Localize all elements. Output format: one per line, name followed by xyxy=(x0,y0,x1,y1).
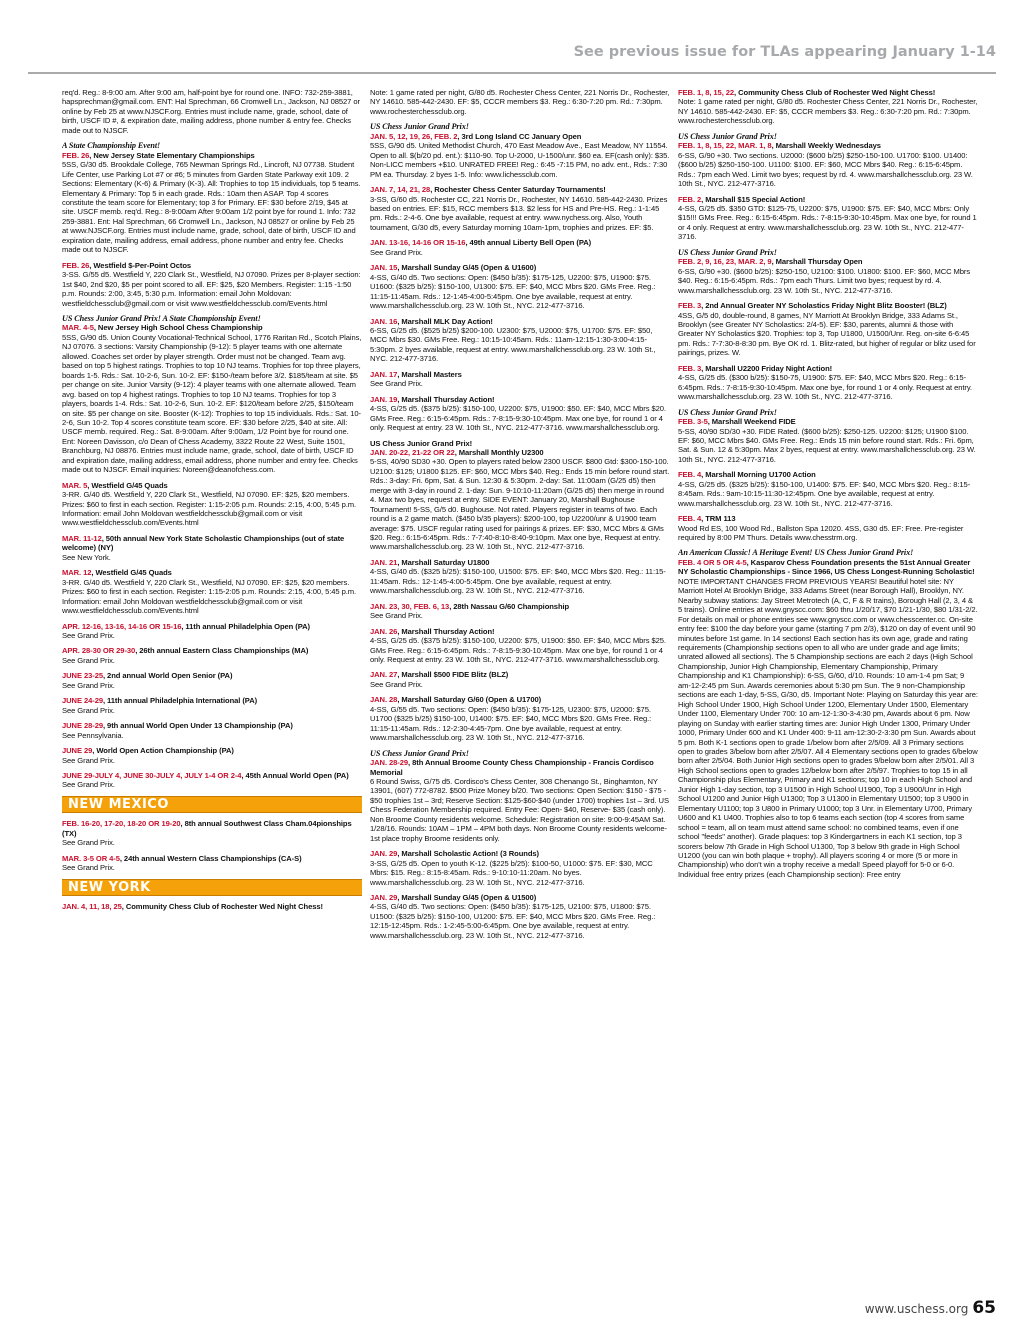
listing-date: JAN. 28-29 xyxy=(370,758,409,768)
listing-date: JAN. 20-22, 21-22 OR 22 xyxy=(370,447,455,457)
listing-heading xyxy=(370,558,670,567)
listing-date: JAN. 27 xyxy=(370,670,398,680)
listing-title: , Westfield G/45 Quads xyxy=(91,568,172,578)
listing-heading xyxy=(678,195,978,204)
listing-body: 3-SS, G/60 d5. Rochester CC, 221 Norris Dr., Rochester, NY 14610. 585-442-2430. Prizes based on entries. EF: $15, RCC members $13. $2 less for HS and Pre-HS. Reg.: 1-1:45 pm. Rds.: 2-4-6. One bye available, request at entry. www.nychess.org. Also, Youth tournament, G/30 d5, every Saturday morning 10am-1pm, trophies and prizes. EF: $5. xyxy=(370,194,668,232)
listing-title: , 3rd Long Island CC January Open xyxy=(457,131,582,141)
tournament-listing xyxy=(62,746,362,765)
listing-date: JAN. 15 xyxy=(370,263,398,273)
listing-date: FEB. 3 xyxy=(678,301,702,311)
listing-heading xyxy=(678,88,978,97)
listing-title: , 8th Annual Broome County Chess Championship - Francis Cordisco Memorial xyxy=(370,758,654,777)
listing-title: , Westfield G/45 Quads xyxy=(87,480,168,490)
listing-date: JAN. 17 xyxy=(370,369,398,379)
listing-date: JAN. 7, 14, 21, 28 xyxy=(370,185,431,195)
listing-body: 4-SS, G/25 d5. ($375 b/25): $150-100, U2200: $75, U1900: $50. EF: $40, MCC Mbrs $20. GMs Free. Reg.: 6:15-6:45pm. Rds.: 7-8:15-9:30-10:45pm. Max one bye, for round 1 or 4 only. Request at entry. 23 W. 10th St., NYC. 212-477-3716. www.marshallchessclub.org. xyxy=(370,404,666,433)
listing-body: See Grand Prix. xyxy=(62,780,115,790)
listing-title: , Marshall MLK Day Action! xyxy=(397,316,493,326)
listing-title: , Marshall U2200 Friday Night Action! xyxy=(701,363,833,373)
listing-date: JUNE 29-JULY 4, JUNE 30-JULY 4, JULY 1-4 OR 2-4 xyxy=(62,771,242,780)
listing-date: MAR. 12 xyxy=(62,568,92,578)
listing-heading xyxy=(62,622,362,631)
column-2 xyxy=(370,88,670,1280)
tournament-listing xyxy=(62,534,362,562)
listing-body: See Grand Prix. xyxy=(370,679,423,689)
listing-date: JAN. 26 xyxy=(370,626,398,636)
tournament-listing xyxy=(370,558,670,596)
listing-date: JAN. 28 xyxy=(370,695,398,705)
running-header: See previous issue for TLAs appearing January 1-14 xyxy=(573,44,996,60)
listing-title: , New Jersey State Elementary Championships xyxy=(89,150,255,160)
listing-heading xyxy=(678,364,978,373)
listing-body: See Pennsylvania. xyxy=(62,730,124,740)
listing-body: See Grand Prix. xyxy=(62,838,115,848)
listing-title: , Marshall Weekend FIDE xyxy=(707,417,796,427)
listing-heading xyxy=(62,534,362,553)
listing-body: NOTE IMPORTANT CHANGES FROM PREVIOUS YEARS! Beautiful hotel site: NY Marriott Hotel At Brooklyn Bridge, 333 Adams Street (near Borough Hall), Brooklyn, NY. Nearby subway stations: Jay Street Metrotech (A, C, F & R trains), Borough Hall (2, 3, 4 & 5 trains). Online entries at www.gnyscc.com: $60 thru 1/20/17, $70 1/21-1/30, $80 1/31-2/2. For details on mail or phone entries see www.gnyscc.com or www.chesscenter.cc. On-site entry fee: $100 the day before your game (starting 7 pm 2/3), $120 on day of event until 90 minutes before 1st game. In 14 sections! Each section has its own age, grade and rating requirements (Championship sections open to all who are under grade and age limits; unrated allowed all sections). The 5 Championship sections are each 2 days (High School Championship, Junior High Championship, Elementary Championship, Primary Championship and K1 Championship): 6-SS, G/60, d/10. Rounds: 10 am-1-4 pm Sat; 9 am-12-2:45 pm Sun. Awards ceremonies about 5:30 pm Sun. The 9 non-Championship sections are each 1-day, 5-SS, G/30, d5. Important Note: Playing on Saturday this year are: High School Under 1900, High School Under 1200, Elementary Under 1500, Elementary Under 1100, Elementary Under 700: 10 am-12-1:30-3-4:30 pm, Awards about 6 pm. Now playing on Sunday with earlier starting times are: Junior High Under 1300, Primary Under 1000, Primary Under 600 and K1 Under 400: 9-11 am-12:30-2-3:30 pm Sun. Awards about 5 pm. Both K-1 sections open to grade 1/below born after 2/5/09. All 3 Primary sections open to grades 3/below born after 2/5/07. All 4 Elementary sections open to grades 6/below born after 2/5/04. Both Junior High sections open to grades 9/below born after 2/5/01. All 3 High School sections open to grades 12/below born after 2/5/97. Trophies to top 15 in all Championship plus Elementary, Primary and K1 sections; top 10 in each High School and Junior High 1-day section, top 3 U1500 in High School U1900, Top 3 U900/Unr in High School U1200 and Junior High U1300; Top 3 U1300 in Elementary U1500; top 3 U900 in Elementary U1100; top 3 U800 in Primary U1000; top 3 Unr. in Elementary U700, Primary U600 and K1 U400. Trophies also to top 6 teams each section (top 4 scores from same school = team, all on team must attend same school: no combined teams, even if one school "feeds" another). Grade plaques: top 3 Kindergartners in each K1 section, top 3 scorers below 7th Grade in High School U1300, Top 3 below 9th grade in High School U1200 (you can win both plaque + trophy). All players scoring 4 or more (5 or more in Championship) who don't win a trophy receive a medal! Speed playoff for 5-0 or 6-0. Individual free entry prizes (each Championship section): Free entry xyxy=(678,576,978,879)
listing-date: JAN. 29 xyxy=(370,849,398,859)
tournament-listing xyxy=(62,646,362,665)
tournament-listing xyxy=(370,749,670,844)
listing-title: , Marshall Sunday G/45 (Open & U1500) xyxy=(397,892,537,902)
event-tag: US Chess Junior Grand Prix! xyxy=(678,247,777,257)
tournament-listing xyxy=(678,195,978,242)
listing-date: JAN. 29 xyxy=(370,892,398,902)
listing-title: , 26th annual Eastern Class Championships (MA) xyxy=(135,646,309,656)
listing-body: req'd. Reg.: 8-9:00 am. After 9:00 am, half-point bye for round one. INFO: 732-259-3881, hapsprechman@gmail.com. ENT: Hal Sprechman, 66 Cromwell Ln., Jackson, NJ 08527 or online by Feb 25 at www.NJSCF.org. Entries must include name, grade, school, date of birth, USCF ID #, & expiration date, mailing address, phone number & entry fee. Checks made out to NJSCF. xyxy=(62,88,360,135)
listing-heading xyxy=(678,417,978,426)
tournament-listing xyxy=(678,301,978,358)
listing-heading xyxy=(370,185,670,194)
listing-heading xyxy=(62,261,362,270)
tournament-listing xyxy=(370,395,670,433)
listing-body: 4-SS, G/25 d5. $350 GTD: $125-75, U2200: $75, U1900: $75. EF: $40, MCC Mbrs: Only $15!!! GMs Free. Reg.: 6:15-6:45pm. Rds.: 7-8:15-9:30-10:45pm. Max one bye, for round 1 or 4 only. Request at entry. www.marshallchessclub.org. 23 W. 10th St., NYC. 212-477-3716. xyxy=(678,203,977,242)
listing-heading xyxy=(62,854,362,863)
listing-date: JUNE 29 xyxy=(62,746,93,756)
column-3 xyxy=(678,88,978,1280)
listing-body: 5-SS, 40/90 SD30 +30. Open to players rated below 2300 USCF. $800 Gtd: $300-150-100. U2100: $125; U1800 $125. EF: $60, MCC Mbrs $40. Reg.: Ends 15 min before round start. Rds.: 3-day: Fri. 6pm, Sat. & Sun. 12:30 & 5:30pm. 2-day: Sat. 11:00am (G/25 d5) then merge with 3-day in round 2. 1-day: Sun. 9-10:10-11:20am (G/25 d5) then merge in round 4. Max two byes, request at entry. SIDE EVENT: January 20, Marshall Bughouse Tournament! 5-SS, G/5 d0. Bughouse. Not rated. Players register in teams of two. Each round is a 2 game match. ($450 b/35 players): $200-100, top U2200/unr & U1900 team average: $75. USCF regular rating used for pairings & prizes. EF: $30, MCC Mbrs & GMs $20. Reg.: 6:15-6:45pm. Rds.: 7-7:40-8:10-8:40-9:10pm. Max one bye, Request at entry. www.marshallchessclub.org. 23 W. 10th St., NYC. 212-477-3716. xyxy=(370,457,670,552)
listing-title: , New Jersey High School Chess Championship xyxy=(93,323,263,333)
listing-title: , 50th annual New York State Scholastic Championships (out of state welcome) (NY) xyxy=(62,533,345,553)
listing-body: 6-SS, G/90 +30. ($600 b/25): $250-150, U2100: $100. U1800: $100. EF: $60, MCC Mbrs $40. Reg.: 6:15-6:45pm. Rds.: 7pm each Thurs. Limit two byes; request by rd. 4. www.marshallchessclub.org. 23 W. 10th St., NYC. 212-477-3716. xyxy=(678,266,971,295)
event-tag: US Chess Junior Grand Prix! xyxy=(370,748,469,758)
listing-date: FEB. 3 xyxy=(678,363,702,373)
tournament-listing xyxy=(62,854,362,873)
listing-heading xyxy=(370,263,670,272)
listing-date: JAN. 19 xyxy=(370,394,398,404)
listing-body: 4-SS, G/25 d5. ($300 b/25): $150-75, U1900: $75. EF: $40, MCC Mbrs $20. Reg.: 6:15-6:45pm. Rds.: 7-8:15-9:30-10:45pm. Max one bye, for round 1 or 4 only. Request at entry. www.marshallchessclub.org. 23 W. 10th St., NYC. 212-477-3716. xyxy=(678,373,973,402)
listing-date: FEB. 1, 8, 15, 22 xyxy=(678,88,735,97)
listing-date: APR. 28-30 OR 29-30 xyxy=(62,646,136,656)
tournament-listing xyxy=(678,132,978,189)
state-heading: NEW YORK xyxy=(62,879,362,896)
listing-heading xyxy=(370,627,670,636)
listing-heading xyxy=(62,902,362,911)
listing-title: , Marshall Monthly U2300 xyxy=(454,447,544,457)
listing-title: , Marshall Masters xyxy=(397,369,462,379)
listing-body: 4-SS, G/40 d5. Two sections: Open: ($450 b/35): $175-125, U2100: $75, U1800: $75. U1500: ($325 b/25): $150-100, U1200: $75. EF: $40, MCC Mbrs $20. GMs Free. Reg.: 12:15-12:45pm. Rds.: 1-2:45-5:00-6:45pm. One bye available, request at entry. www.marshallchessclub.org. 23 W. 10th St., NYC. 212-477-3716. xyxy=(370,902,656,940)
listing-title: , Marshall Sunday G/45 (Open & U1600) xyxy=(397,263,537,273)
listing-body: 6-SS, G/90 +30. Two sections. U2000: ($600 b/25) $250-150-100. U1700: $100. U1400: ($600 b/25) $250-150-100. U1100: $100. EF: $60, MCC Mbrs $40. Reg.: 6:15-6:45pm. Rds.: 7pm each Wed. Limit two byes; request by rd. 4. www.marshallchessclub.org. 23 W. 10th St., NYC. 212-477-3716. xyxy=(678,150,973,189)
tournament-listing xyxy=(678,548,978,879)
footer-url: www.uschess.org xyxy=(864,1302,969,1316)
listing-date: FEB. 2, 9, 16, 23, MAR. 2, 9 xyxy=(678,257,772,267)
listing-date: JUNE 28-29 xyxy=(62,721,103,731)
listing-body: 4-SS, G/25 d5. ($325 b/25): $150-100, U1400: $75. EF: $40, MCC Mbrs $20. Reg.: 8:15-8:45am. Rds.: 9am-10:15-11:30-12:45pm. One bye available, request at entry. www.marshallchessclub.org. 23 W. 10th St., NYC. 212-477-3716. xyxy=(678,479,971,508)
tournament-listing xyxy=(678,408,978,465)
listing-heading xyxy=(370,448,670,457)
listing-heading xyxy=(370,317,670,326)
listing-heading xyxy=(678,470,978,479)
page-footer xyxy=(865,1298,996,1318)
event-tag: US Chess Junior Grand Prix! xyxy=(678,407,777,417)
listing-date: JUNE 24-29 xyxy=(62,696,103,706)
listing-body: See Grand Prix. xyxy=(62,863,115,873)
listing-body: 3-RR. G/40 d5. Westfield Y, 220 Clark St., Westfield, NJ 07090. EF: $25, $20 members. Prizes: $60 to first in each section. Register: 1:15-2:05 p.m. Rounds: 2:15, 4:00, 5:45 p.m. Information: email John Moldovan westfieldchessclub@gmail.com or visit www.westfieldchessclub.com/Events.html xyxy=(62,577,357,616)
listing-date: FEB. 1, 8, 15, 22, MAR. 1, 8 xyxy=(678,141,772,151)
tournament-listing xyxy=(62,261,362,308)
listing-date: FEB. 4 xyxy=(678,470,702,480)
listing-title: , 45th Annual World Open (PA) xyxy=(241,771,349,780)
listing-date: JAN. 13-16, 14-16 OR 15-16 xyxy=(370,238,466,248)
listing-title: , 9th annual World Open Under 13 Championship (PA) xyxy=(103,721,293,731)
listing-heading xyxy=(370,238,670,247)
tournament-listing xyxy=(678,514,978,542)
listing-body: See Grand Prix. xyxy=(62,655,115,665)
listing-heading xyxy=(678,257,978,266)
listing-date: APR. 12-16, 13-16, 14-16 OR 15-16 xyxy=(62,621,182,631)
listing-title: , Marshall Thursday Action! xyxy=(397,394,495,404)
listing-body: Note: 1 game rated per night, G/80 d5. Rochester Chess Center, 221 Norris Dr., Rochester, NY 14610. 585-442-2430. EF: $5, CCCR members $3. Reg.: 6:30-7:20 pm. Rd.: 7:30pm. www.rochesterchessclub.org. xyxy=(370,88,670,116)
listing-body: Note: 1 game rated per night, G/80 d5. Rochester Chess Center, 221 Norris Dr., Rochester, NY 14610. 585-442-2430. EF: $5, CCCR members $3. Reg.: 6:30-7:20 pm. Rd.: 7:30pm. www.rochesterchessclub.org. xyxy=(678,97,978,126)
listing-heading xyxy=(62,721,362,730)
listing-heading xyxy=(678,301,978,310)
listing-title: , Community Chess Club of Rochester Wed Night Chess! xyxy=(121,902,323,912)
listing-heading xyxy=(62,646,362,655)
listing-heading xyxy=(370,602,670,611)
listing-body: See Grand Prix. xyxy=(62,631,115,641)
listing-date: FEB. 16-20, 17-20, 18-20 OR 19-20 xyxy=(62,819,181,829)
listing-date: MAR. 11-12 xyxy=(62,533,102,543)
listing-title: , Kasparov Chess Foundation presents the 51st Annual Greater NY Scholastic Championships - Since 1966, US Chess Longest-Running Scholastic! xyxy=(678,557,975,577)
tournament-listing xyxy=(62,819,362,847)
listing-date: FEB. 4 OR 5 OR 4-5 xyxy=(678,557,747,567)
listing-title: , World Open Action Championship (PA) xyxy=(92,746,234,756)
listing-body: See New York. xyxy=(62,552,111,562)
listing-body: 3-RR. G/40 d5. Westfield Y, 220 Clark St., Westfield, NJ 07090. EF: $25, $20 members. Prizes: $60 to first in each section. Register: 1:15-2:05 p.m. Rounds: 2:15, 4:00, 5:45 p.m. Information: email John Moldovan westfieldchessclub@gmail.com or visit www.westfieldchessclub.com/Events.html xyxy=(62,490,357,528)
listing-title: , 11th annual Philadelphia International (PA) xyxy=(103,696,258,706)
listing-heading xyxy=(62,151,362,160)
header-rule xyxy=(28,72,996,74)
tournament-listing xyxy=(678,364,978,402)
listing-heading xyxy=(62,771,362,780)
listing-heading xyxy=(678,141,978,150)
listing-title: , Marshall Thursday Action! xyxy=(397,626,495,636)
listing-date: JAN. 5, 12, 19, 26, FEB. 2 xyxy=(370,131,458,141)
tournament-listing xyxy=(370,238,670,257)
listing-heading xyxy=(370,849,670,858)
tournament-listing xyxy=(370,185,670,232)
listing-date: JAN. 21 xyxy=(370,557,398,567)
state-heading: NEW MEXICO xyxy=(62,796,362,813)
listing-title: , Marshall Thursday Open xyxy=(771,257,863,267)
listing-body: 4-SS, G/40 d5. Two sections: Open: ($450 b/35): $175-125, U2200: $75, U1900: $75. U1600: ($325 b/25): $150-100, U1300: $75. EF: $40, MCC Mbrs $20. GMs Free. Reg.: 11:15-11:45am. Rds.: 12-1:45-4:00-5:45pm. One bye available, request at entry. www.marshallchessclub.org. 23 W. 10th St., NYC. 212-477-3716. xyxy=(370,272,656,311)
listing-date: MAR. 3-5 OR 4-5 xyxy=(62,853,120,863)
listing-body: 5SS, G/90 d5. United Methodist Church, 470 East Meadow Ave., East Meadow, NY 11554. Open to all. $(b/20 pd. ent.): $110-90. Top U-2000, U-1500/unr. $60 ea. EF(cash only): $35. Non-LICC members +$10. UNRATED FREE! Reg.: 6:45 -7:15 PM, no adv. ent., Rds.: 7:30 PM ea. Thursday. 2 byes 1-5. Info: www.lichessclub.com. xyxy=(370,141,670,179)
listing-date: FEB. 26 xyxy=(62,150,90,160)
listing-date: JAN. 16 xyxy=(370,316,398,326)
event-subtag: US Chess Junior Grand Prix! xyxy=(370,438,473,448)
listing-body: See Grand Prix. xyxy=(370,611,423,621)
listing-date: JAN. 23, 30, FEB. 6, 13 xyxy=(370,601,450,611)
listing-heading xyxy=(62,671,362,680)
column-1 xyxy=(62,88,362,1280)
listing-body: See Grand Prix. xyxy=(62,705,115,715)
tournament-listing xyxy=(62,721,362,740)
tournament-listing xyxy=(678,248,978,295)
tournament-listing xyxy=(62,696,362,715)
tournament-listing xyxy=(678,470,978,508)
tournament-listing xyxy=(62,622,362,641)
listing-heading xyxy=(62,819,362,838)
listing-date: MAR. 4-5 xyxy=(62,323,94,333)
listing-heading xyxy=(370,893,670,902)
listing-body: Wood Rd ES, 100 Wood Rd., Ballston Spa 12020. 4SS, G30 d5. EF: Free. Pre-register required by 8:00 PM Thurs. Details www.chesstrm.org. xyxy=(678,523,964,543)
listing-title: , TRM 113 xyxy=(701,514,736,524)
listing-title: , Marshall Scholastic Action! (3 Rounds) xyxy=(397,849,539,859)
listing-date: MAR. 5 xyxy=(62,480,88,490)
listing-body: 5SS, G/30 d5. Brookdale College, 765 Newman Springs Rd., Lincroft, NJ 07738. Student Life Center, use Parking Lot #7 or #6; 5 minutes from Garden State Parkway exit 109. 2 Sections: Elementary (K-6) & Primary (K-3). All: Trophies to top 15 individuals, top 5 teams. Elementary & Primary: Top 5 in each grade. Rds.: 10am then ASAP. Top 4 scores constitute the team score for Elementary; top 3 for Primary. EF: $30 before 2/19, $45 at site. USCF memb. req'd. Reg.: 8-9:00am After 9:00am 1/2 point bye for round 1. Info: 732 259-3881. Ent: Hal Sprechman, 66 Cromwell Ln., Jackson, NJ 08527 or online by Feb 25 at www.NJSCF.org. Entries must include name, grade, school, date of birth, USCF ID and expiration date, mailing address, email address, phone number and entry fee. Checks made out to NJSCF. xyxy=(62,160,361,255)
tournament-listing xyxy=(370,88,670,116)
listing-body: See Grand Prix. xyxy=(62,680,115,690)
tournament-listing xyxy=(678,88,978,126)
listing-body: 5SS, G/90 d5. Union County Vocational-Technical School, 1776 Raritan Rd., Scotch Plains, NJ 07076. 3 sections: Varsity Championship (9-12): 5 player teams with one alternate allowed. Coaches set order by player strength. Order must not be changed. Team avg. based on top 5 highest ratings. Trophies to top 10 NJ teams. Trophies for top three players, boards 1-5. Rds.: Sat. 10-2-6, Sun. 10-2. EF: $150-/team before 3/2. $185/team at site. $5 per change on site. Junior Varsity (9-12): 4 player teams with one alternate allowed. Team avg. based on top 4 highest ratings. Trophies to top 10 NJ teams. Trophies for top 3 players, boards 1-4. Rds.: Sat. 10-2-6, Sun. 10-2. EF: $120/team before 2/25, $150/team on site. $5 per change on site. Booster (K-12): Trophies to top 15 individuals. Rds.: Sat. 10-2-6, Sun 10-2. Top 4 scores constitute team score. EF: $30 before 2/25, $40 at site. All: USCF memb. required. Reg.: Sat. 8-9:00am. After 9:00am, 1/2 Point bye for round one. Ent: Noreen Davisson, c/o Dean of Chess Academy, 3322 Route 22 West, Suite 1501, Branchburg, NJ 08876. Entries must include name, grade, school, date of birth, USCF ID and expiration date, mailing address, email address, phone number and entry fee. Checks made out to NJSCF. Email inquiries: Noreen@deanofchess.com. xyxy=(62,332,362,475)
listing-date: JUNE 23-25 xyxy=(62,671,103,681)
tournament-listing xyxy=(370,670,670,689)
listing-heading xyxy=(678,558,978,577)
listing-title: , 28th Nassau G/60 Championship xyxy=(449,601,570,611)
tournament-listing xyxy=(62,902,362,911)
listing-title: , 8th annual Southwest Class Cham.04pionships (TX) xyxy=(62,819,352,838)
tournament-listing xyxy=(370,893,670,940)
listing-heading xyxy=(678,514,978,523)
listing-title: , Marshall Weekly Wednesdays xyxy=(771,141,881,151)
listing-title: , 2nd Annual Greater NY Scholastics Friday Night Blitz Booster! (BLZ) xyxy=(701,301,947,311)
listing-title: , Rochester Chess Center Saturday Tournaments! xyxy=(430,185,606,195)
tournament-listing xyxy=(62,671,362,690)
listing-heading xyxy=(370,670,670,679)
listing-title: , Marshall Saturday U1800 xyxy=(397,557,490,567)
event-tag: An American Classic! A Heritage Event! US Chess Junior Grand Prix! xyxy=(678,548,914,558)
listing-heading xyxy=(370,370,670,379)
listing-title: , 24th annual Western Class Championships (CA-S) xyxy=(119,853,302,863)
listing-body: 4-SS, G/40 d5. ($325 b/25): $150-100, U1500: $75. EF: $40, MCC Mbrs $20. Reg.: 11:15-11:45am. Rds.: 12-1:45-4:00-5:45pm. One bye available, request at entry. www.marshallchessclub.org. 23 W. 10th St., NYC. 212-477-3716. xyxy=(370,567,666,596)
listing-title: , 49th annual Liberty Bell Open (PA) xyxy=(465,238,592,248)
page-number: 65 xyxy=(972,1298,996,1318)
tournament-listing xyxy=(370,370,670,389)
listing-title: , Community Chess Club of Rochester Wed Night Chess! xyxy=(734,88,936,97)
event-tag: US Chess Junior Grand Prix! A State Championship Event! xyxy=(62,313,261,323)
listing-body: 4-SS, G/55 d5. Two sections: Open: ($450 b/35): $175-125, U2300: $75, U2000: $75. U1700 ($325 b/25) $150-100, U1400: $75. EF: $40, MCC Mbrs $20. GMs Free. Reg.: 11:15-11:45am. Rds.: 12-2:30-4:45-7pm. One bye available, request at entry. www.marshallchessclub.org. 23 W. 10th St., NYC. 212-477-3716. xyxy=(370,704,652,743)
listing-title: , 11th annual Philadelphia Open (PA) xyxy=(181,621,310,631)
listing-heading xyxy=(62,696,362,705)
listing-date: FEB. 26 xyxy=(62,260,90,270)
event-tag: US Chess Junior Grand Prix! xyxy=(678,131,777,141)
listing-heading xyxy=(62,568,362,577)
listing-heading xyxy=(62,323,362,332)
tournament-listing xyxy=(370,122,670,179)
tournament-listing xyxy=(370,602,670,621)
listing-body: 6 Round Swiss, G/75 d5. Cordisco's Chess Center, 308 Chenango St., Binghamton, NY 13901, (607) 772-8782. $500 Prize Money b/20. Two sections: Open Section: $150 - $75 - $50 trophies 1st – 3rd; Reserve Section: $125-$60-$40 (under 1700) trophies 1st – 3rd. US Chess Federation Membership required. Entry Fee: Open- $40, Reserve- $35 (cash only). Non Broome County residents welcome. Schedule: Registration on site: 9:00-9:45AM Sat. 1/28/16. Rounds: 10AM – 1PM – 4PM both days. Non Broome County residents welcome- 1st place trophy Broome residents only. xyxy=(370,777,669,843)
tournament-listing xyxy=(62,88,362,135)
listing-heading xyxy=(370,132,670,141)
event-tag: A State Championship Event! xyxy=(62,141,161,151)
tournament-listing xyxy=(370,695,670,742)
listing-date: FEB. 2 xyxy=(678,194,702,204)
listing-body: See Grand Prix. xyxy=(62,755,115,765)
listing-body: 4-SS, G/25 d5. ($375 b/25): $150-100, U2200: $75, U1900: $50. EF: $40, MCC Mbrs $25. GMs Free. Reg.: 6:15-6:45pm. Rds.: 7-8:15-9:30-10:45pm. Max one bye, for round 1 or 4 only. Request at entry. 23 W. 10th St., NYC. 212-477-3716. www.marshallchessclub.org. xyxy=(370,636,666,665)
listing-title: , 2nd annual World Open Senior (PA) xyxy=(103,671,233,681)
tournament-listing xyxy=(370,317,670,364)
listing-title: , Marshall $500 FIDE Blitz (BLZ) xyxy=(397,670,509,680)
tournament-listing xyxy=(62,481,362,528)
listing-body: 6-SS, G/25 d5. ($525 b/25) $200-100. U2300: $75, U2000: $75, U1700: $75. EF: $50, MCC Mbrs $30. GMs Free. Reg.: 10:15-10:45am. Rds.: 11am-12:15-1:30-3:00-4:15-5:30pm. 2 byes available, request at entry. www.marshallchessclub.org. 23 W. 10th St., NYC. 212-477-3716. xyxy=(370,325,656,364)
listing-heading xyxy=(62,481,362,490)
tournament-listing xyxy=(62,314,362,475)
listing-body: 5-SS, 40/90 SD/30 +30. FIDE Rated. ($600 b/25): $250-125. U2200: $125; U1900 $100. EF: $60, MCC Mbrs $40. GMs Free. Reg.: Ends 15 min before round start. Rds.: Fri. 6pm, Sat. & Sun. 12 & 5:30pm. Max 2 byes, request at entry. www.marshallchessclub.org. 23 W. 10th St., NYC. 212-477-3716. xyxy=(678,426,976,464)
listing-title: , Marshall Morning U1700 Action xyxy=(701,470,816,480)
listing-heading xyxy=(370,395,670,404)
listing-date: FEB. 3-5 xyxy=(678,417,708,427)
listing-title: , Westfield $-Per-Point Octos xyxy=(89,260,192,270)
listing-body: 3-SS. G/55 d5. Westfield Y, 220 Clark St., Westfield, NJ 07090. Prizes per 8-player section: 1st $40, 2nd $20, $5 per point scored to all. EF: $25, $20 Members. Register: 1:15 -1:50 p.m. Rounds: 2:00, 3:45, 5:30 p.m. Information: email John Moldovan: westfieldchessclub@gmail.com or visit www.westfieldchessclub.com/Events.html xyxy=(62,270,361,308)
listing-body: See Grand Prix. xyxy=(370,247,423,257)
listing-heading xyxy=(62,746,362,755)
listing-title: , Marshall $15 Special Action! xyxy=(701,194,806,204)
listing-body: See Grand Prix. xyxy=(370,379,423,389)
tournament-listing xyxy=(370,439,670,552)
listing-date: FEB. 4 xyxy=(678,514,702,524)
tournament-listing xyxy=(370,849,670,887)
tournament-listing xyxy=(62,141,362,254)
listing-body: 3-SS, G/25 d5. Open to youth K-12. ($225 b/25): $100-50, U1000: $75. EF: $30, MCC Mbrs: $15. Reg.: 8:15-8:45am. Rds.: 9-10:10-11:20am. No byes. www.marshallchessclub.org. 23 W. 10th St., NYC. 212-477-3716. xyxy=(370,858,653,887)
listing-date: JAN. 4, 11, 18, 25 xyxy=(62,902,122,912)
listing-title: , Marshall Saturday G/60 (Open & U1700) xyxy=(397,695,542,705)
event-tag: US Chess Junior Grand Prix! xyxy=(370,122,469,132)
tournament-listing xyxy=(370,627,670,665)
listing-heading xyxy=(370,758,670,777)
tournament-listing xyxy=(62,568,362,615)
listing-body: 4SS, G/5 d0, double-round, 8 games, NY Marriott At Brooklyn Bridge, 333 Adams St., Brooklyn (see Greater NY Scholastics: 2/4-5). EF: $30, parents, alumni & those with Greater NY Scholastics $20. Trophies: top 3, Top U1800, U1500/Unr. Reg. on-site 6-6:45 pm. Rds.: 7-7:30-8-8:30 pm. Bye OK rd. 1. Blitz-rated, but higher of regular or blitz used for pairings, prizes. W. xyxy=(678,310,976,358)
listing-heading xyxy=(370,695,670,704)
tournament-listing xyxy=(370,263,670,310)
tournament-listing xyxy=(62,771,362,790)
